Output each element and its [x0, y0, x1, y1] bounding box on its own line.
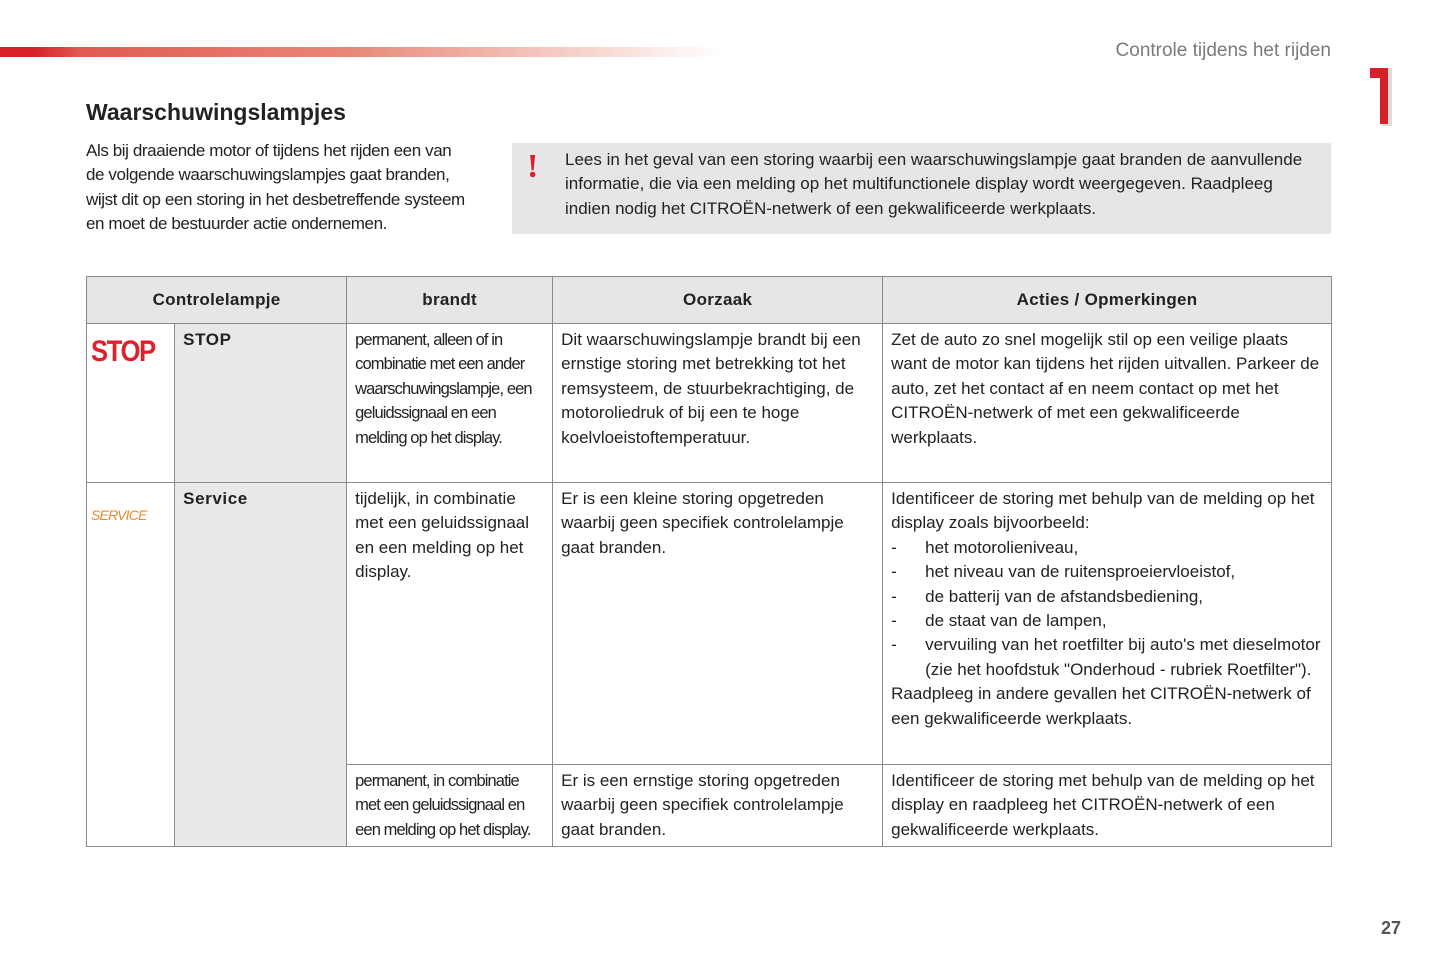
list-item: - de batterij van de afstandsbediening, [891, 585, 1323, 609]
exclamation-icon: ! [527, 148, 539, 185]
page-title: Waarschuwingslampjes [86, 99, 346, 125]
list-item: - het motorolieniveau, [891, 536, 1323, 560]
acties-cell: Zet de auto zo snel mogelijk stil op een veilige plaats want de motor kan tijdens het rijden uitvallen. Parkeer de auto, zet het contact af en neem contact op met het CITROËN-netwerk of met een gekwalificeerde werkplaats. [883, 324, 1332, 483]
header-controlelampje: Controlelampje [87, 277, 347, 324]
brandt-cell: tijdelijk, in combinatie met een geluidssignaal en een melding op het display. [347, 483, 553, 765]
warning-lights-table [86, 276, 1332, 847]
table-row [87, 324, 1332, 483]
acties-list [891, 536, 1323, 682]
table-row [87, 483, 1332, 765]
list-item: - de staat van de lampen, [891, 609, 1323, 633]
list-item: - vervuiling van het roetfilter bij auto's met dieselmotor (zie het hoofdstuk "Onderhoud - rubriek Roetfilter"). [891, 633, 1323, 682]
brandt-cell: permanent, alleen of in combinatie met een ander waarschuwingslampje, een geluidssignaal en een melding op het display. [347, 324, 553, 483]
page-number: 27 [1381, 918, 1402, 938]
service-icon-cell [87, 483, 175, 847]
stop-icon-cell [87, 324, 175, 483]
acties-cell [883, 483, 1332, 765]
stop-warning-icon: STOP [91, 335, 155, 368]
acties-outro: Raadpleeg in andere gevallen het CITROËN-netwerk of een gekwalificeerde werkplaats. [891, 684, 1311, 728]
lamp-name: STOP [175, 324, 347, 483]
header-acties: Acties / Opmerkingen [883, 277, 1332, 324]
chapter-number-1 [1370, 66, 1396, 126]
table-header-row [87, 277, 1332, 324]
lamp-name: Service [175, 483, 347, 847]
header-brandt: brandt [347, 277, 553, 324]
section-title: Controle tijdens het rijden [1115, 40, 1331, 61]
intro-text: Als bij draaiende motor of tijdens het rijden een van de volgende waarschuwingslampjes gaat branden, wijst dit op een storing in het desbetreffende systeem en moet de bestuurder actie ondernemen. [86, 141, 465, 234]
oorzaak-cell: Er is een kleine storing opgetreden waarbij geen specifiek controlelampje gaat branden. [553, 483, 883, 765]
acties-cell: Identificeer de storing met behulp van de melding op het display en raadpleeg het CITROËN-netwerk of een gekwalificeerde werkplaats. [883, 765, 1332, 847]
acties-intro: Identificeer de storing met behulp van de melding op het display zoals bijvoorbeeld: [891, 489, 1315, 533]
brandt-cell: permanent, in combinatie met een geluidssignaal en een melding op het display. [347, 765, 553, 847]
header-oorzaak: Oorzaak [553, 277, 883, 324]
oorzaak-cell: Dit waarschuwingslampje brandt bij een ernstige storing met betrekking tot het remsysteem, de stuurbekrachtiging, de motoroliedruk of bij een te hoge koelvloeistoftemperatuur. [553, 324, 883, 483]
note-text: Lees in het geval van een storing waarbij een waarschuwingslampje gaat branden de aanvullende informatie, die via een melding op het multifunctionele display wordt weergegeven. Raadpleeg indien nodig het CITROËN-netwerk of een gekwalificeerde werkplaats. [565, 150, 1303, 218]
list-item: - het niveau van de ruitensproeiervloeistof, [891, 560, 1323, 584]
oorzaak-cell: Er is een ernstige storing opgetreden waarbij geen specifiek controlelampje gaat branden. [553, 765, 883, 847]
service-warning-icon: SERVICE [91, 507, 147, 523]
warning-note [512, 143, 1331, 234]
header-accent-bar [0, 47, 720, 57]
